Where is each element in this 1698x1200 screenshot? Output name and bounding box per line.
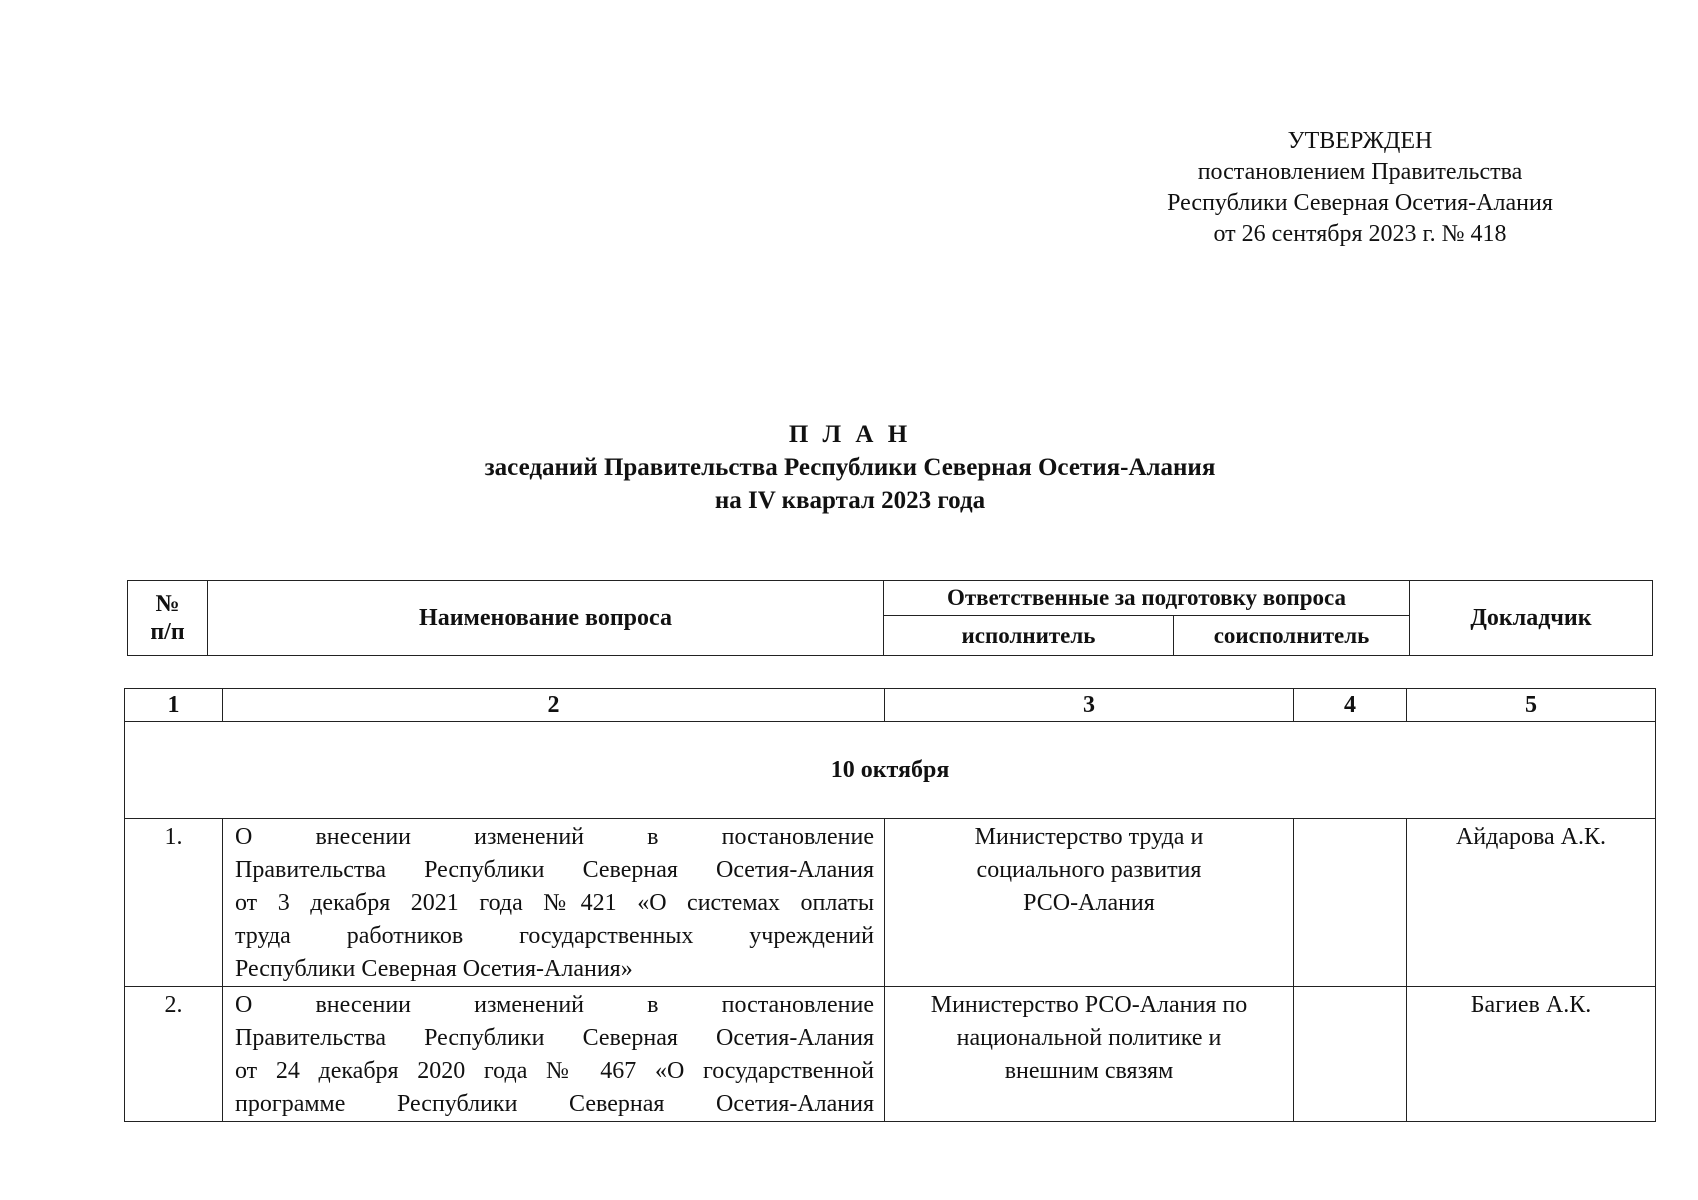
column-number: 3 — [885, 689, 1294, 722]
column-number: 4 — [1294, 689, 1407, 722]
approval-line: Республики Северная Осетия-Алания — [1167, 190, 1553, 216]
approval-stamp — [1120, 126, 1600, 250]
header-name: Наименование вопроса — [208, 581, 884, 656]
row-number: 1. — [125, 819, 223, 987]
row-speaker: Айдарова А.К. — [1407, 819, 1656, 987]
table-row — [125, 819, 1656, 987]
header-table — [127, 580, 1653, 656]
plan-period: на IV квартал 2023 года — [714, 487, 986, 514]
column-number: 1 — [125, 689, 223, 722]
column-number: 2 — [223, 689, 885, 722]
plan-heading — [250, 418, 1450, 517]
plan-title: П Л А Н — [788, 421, 912, 448]
plan-table — [124, 688, 1656, 1122]
header-responsible: Ответственные за подготовку вопроса — [884, 581, 1410, 616]
row-coexecutor — [1294, 987, 1407, 1122]
column-number: 5 — [1407, 689, 1656, 722]
row-number: 2. — [125, 987, 223, 1122]
approval-line: постановлением Правительства — [1197, 159, 1523, 185]
table-row — [125, 987, 1656, 1122]
row-executor: Министерство труда и социального развития РСО-Алания — [885, 819, 1294, 987]
plan-subtitle: заседаний Правительства Республики Северная Осетия-Алания — [484, 454, 1216, 481]
column-number-row — [125, 689, 1656, 722]
header-speaker: Докладчик — [1410, 581, 1653, 656]
row-name: О внесении изменений в постановление Правительства Республики Северная Осетия-Алания от 3 декабря 2021 года №421 «О системах оплаты труда работников государственных учреждений Республики Северная Осетия-Алания» — [223, 819, 885, 987]
section-date-row — [125, 722, 1656, 819]
row-executor: Министерство РСО-Алания по национальной политике и внешним связям — [885, 987, 1294, 1122]
row-speaker: Багиев А.К. — [1407, 987, 1656, 1122]
header-executor: исполнитель — [884, 616, 1174, 656]
approval-title: УТВЕРЖДЕН — [1287, 128, 1433, 154]
approval-date: от 26 сентября 2023 г. № 418 — [1213, 221, 1507, 247]
row-name: О внесении изменений в постановление Правительства Республики Северная Осетия-Алания от 24 декабря 2020 года № 467 «О государственной программе Республики Северная Осетия-Алания — [223, 987, 885, 1122]
header-coexecutor: соисполнитель — [1174, 616, 1410, 656]
row-coexecutor — [1294, 819, 1407, 987]
section-date: 10 октября — [125, 722, 1656, 819]
header-num: № п/п — [128, 581, 208, 656]
